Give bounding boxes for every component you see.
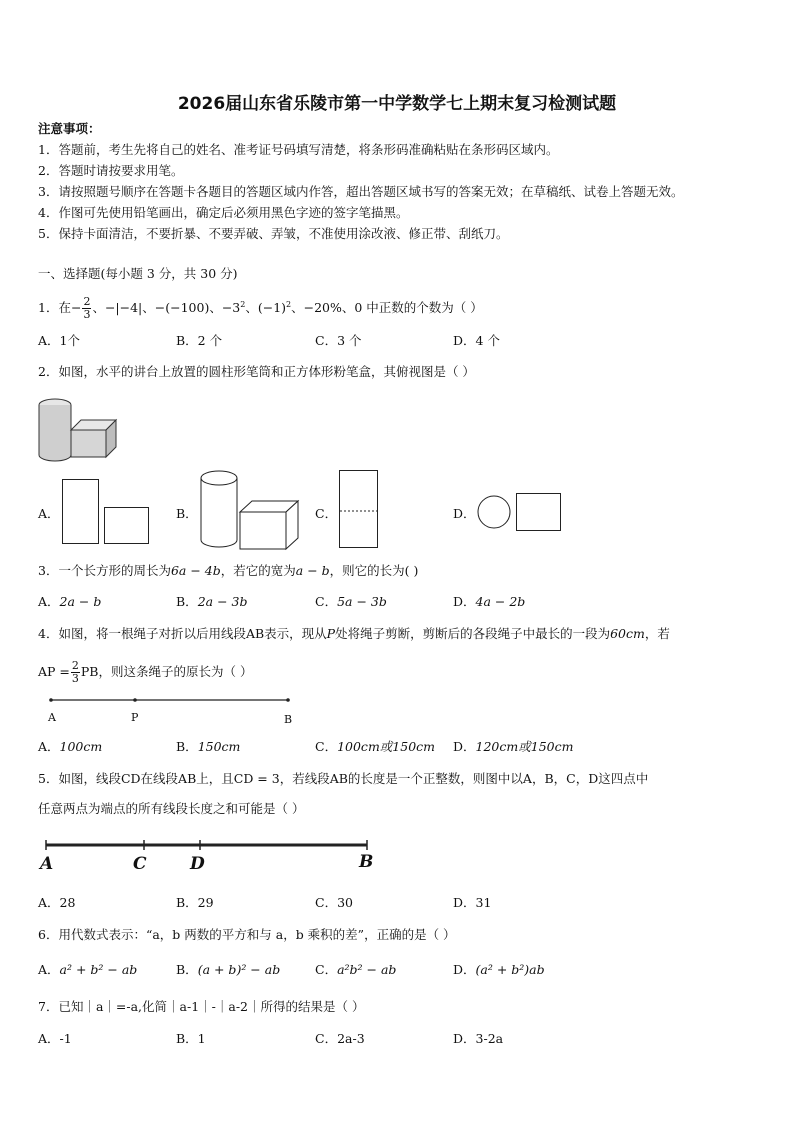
fraction-two-thirds: $\frac{2}{3}$ [71,659,79,685]
q6-option-a: A．a² + b² − ab [38,962,138,977]
question-2-stem: 2．如图，水平的讲台上放置的圆柱形笔筒和正方体形粉笔盒，其俯视图是（ ） [38,364,475,379]
question-6-stem: 6．用代数式表示：“a，b 两数的平方和与 a，b 乘积的差”，正确的是（ ） [38,927,456,942]
q3-option-b: B．2a − 3b [176,594,248,609]
notice-heading: 注意事项： [38,121,101,136]
question-5-stem-line2: 任意两点为端点的所有线段长度之和可能是（ ） [38,801,305,816]
notice-item-5: 5．保持卡面清洁，不要折暴、不要弄破、弄皱，不准使用涂改液、修正带、刮纸刀。 [38,226,509,241]
notice-item-1: 1．答题前，考生先将自己的姓名、准考证号码填写清楚，将条形码准确粘贴在条形码区域内。 [38,142,559,157]
question-7-stem: 7．已知｜a｜=-a,化简｜a-1｜-｜a-2｜所得的结果是（ ） [38,999,365,1014]
q2-figure-cylinder-cube [36,396,126,466]
fraction-two-thirds: $\frac{2}{3}$ [83,295,91,321]
q2-option-b-figure [200,470,305,552]
q5-option-a: A．28 [38,895,76,910]
q5-segment-figure [40,840,380,854]
q4-option-c: C．100cm或150cm [315,739,436,754]
notice-item-3: 3．请按照题号顺序在答题卡各题目的答题区域内作答，超出答题区域书写的答案无效；在草稿纸、试卷上答题无效。 [38,184,684,199]
question-4-stem: 4．如图，将一根绳子对折以后用线段AB表示，现从P处将绳子剪断，剪断后的各段绳子中最长的一段为60cm，若 [38,626,670,641]
q2-label-c: C． [315,506,338,521]
q2-option-c-figure [339,470,381,550]
q4-point-a: A [48,711,56,724]
q4-segment-figure [46,694,306,730]
q5-option-c: C．30 [315,895,353,910]
q2-label-b: B． [176,506,198,521]
q7-option-b: B．1 [176,1031,206,1046]
notice-item-4: 4．作图可先使用铅笔画出，确定后必须用黑色字迹的签字笔描黑。 [38,205,409,220]
notice-item-2: 2．答题时请按要求用笔。 [38,163,184,178]
q1-option-b: B．2 个 [176,333,223,348]
q4-option-b: B．150cm [176,739,241,754]
q2-option-d-figure [477,493,567,533]
q4-point-b: B [284,713,293,726]
q1-option-d: D．4 个 [453,333,500,348]
q5-point-b: B [359,852,374,872]
q5-option-b: B．29 [176,895,214,910]
q1-option-a: A．1个 [38,333,80,348]
q4-option-d: D．120cm或150cm [453,739,574,754]
q6-option-d: D．(a² + b²)ab [453,962,545,977]
q7-option-c: C．2a-3 [315,1031,365,1046]
q7-option-d: D．3-2a [453,1031,504,1046]
q6-option-b: B．(a + b)² − ab [176,962,281,977]
q2-label-d: D． [453,506,476,521]
q4-point-p: P [131,711,139,724]
q3-option-a: A．2a − b [38,594,102,609]
q3-option-c: C．5a − 3b [315,594,387,609]
q2-option-a-figure [62,479,152,547]
q5-option-d: D．31 [453,895,492,910]
q2-label-a: A． [38,506,60,521]
page-title: 2026届山东省乐陵市第一中学数学七上期末复习检测试题 [177,94,617,114]
question-5-stem-line1: 5．如图，线段CD在线段AB上，且CD = 3，若线段AB的长度是一个正整数，则图中以A，B，C，D这四点中 [38,771,649,786]
q5-point-a: A [40,854,54,874]
q5-point-d: D [190,854,205,874]
q7-option-a: A．-1 [38,1031,72,1046]
q1-option-c: C．3 个 [315,333,362,348]
question-4-condition: AP = $\frac{2}{3}$ PB，则这条绳子的原长为（ ） [38,659,253,685]
q3-option-d: D．4a − 2b [453,594,526,609]
section-heading: 一、选择题(每小题 3 分，共 30 分) [38,266,238,281]
question-3-stem: 3．一个长方形的周长为6a − 4b，若它的宽为a − b，则它的长为( ) [38,563,419,578]
q4-option-a: A．100cm [38,739,103,754]
question-1-stem: 1．在− $\frac{2}{3}$ 、−|−4|、−(−100)、$-3^2$、$(-1)^2$、−20%、0 中正数的个数为（ ） [38,295,483,321]
q6-option-c: C．a²b² − ab [315,962,397,977]
q5-point-c: C [133,854,147,874]
